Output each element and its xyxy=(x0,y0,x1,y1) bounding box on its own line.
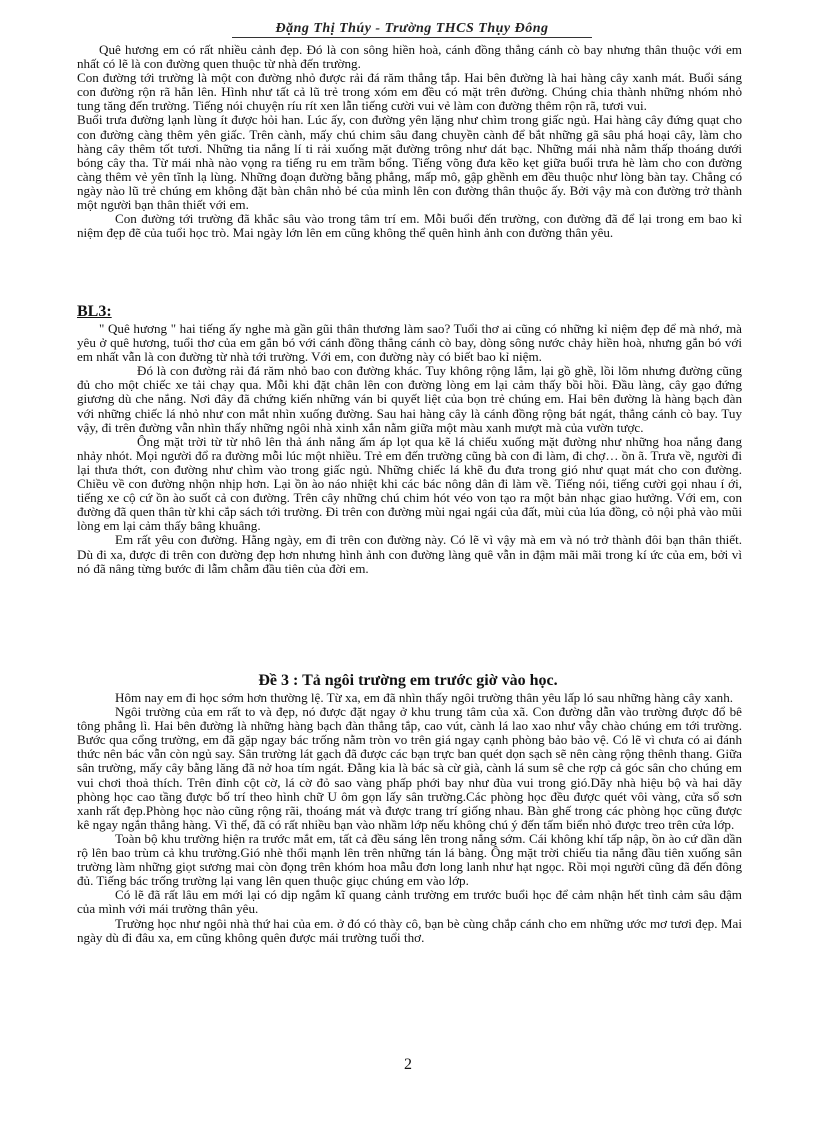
paragraph: " Quê hương " hai tiếng ấy nghe mà gần gũi thân thương làm sao? Tuổi thơ ai cũng có những kỉ niệm đẹp để mà nhớ, mà yêu ở quê hương, tuổi thơ của em gắn bó với cánh đồng thẳng cánh cò bay, dòng sông nước chảy hiền hoà, nhưng gắn bó với em nhất vẫn là con đường từ nhà tới trường. Với em, con đường này có biết bao kỉ niệm. xyxy=(77,321,742,365)
section-1 xyxy=(77,43,742,240)
paragraph: Có lẽ đã rất lâu em mới lại có dịp ngắm kĩ quang cảnh trường em trước buổi học để cảm nhận hết tình cảm sâu đậm của mình với mái trường thân yêu. xyxy=(77,887,742,917)
paragraph: Hôm nay em đi học sớm hơn thường lệ. Từ xa, em đã nhìn thấy ngôi trường thân yêu lấp ló sau những hàng cây xanh. xyxy=(115,690,734,705)
page-number: 2 xyxy=(404,1056,412,1073)
paragraph: Em rất yêu con đường. Hằng ngày, em đi trên con đường này. Có lẽ vì vậy mà em và nó trở thành đôi bạn thân thiết. Dù đi xa, được đi trên con đường đẹp hơn nhưng hình ảnh con đường làng quê vẫn in đậm mãi mãi trong kí ức của em, bởi vì nó đã nâng từng bước đi lẫm chẫm đầu tiên của đời em. xyxy=(77,532,742,576)
paragraph: Con đường tới trường là một con đường nhỏ được rải đá răm thẳng tắp. Hai bên đường là hai hàng cây xanh mát. Buổi sáng con đường rộn rã hẳn lên. Hình như tất cả lũ trẻ trong xóm em đều có mặt trên đường. Chúng chia thành những nhóm nhỏ tung tăng đến trường. Tiếng nói chuyện ríu rít xen lẫn tiếng cười vui vẻ làm con đường thêm rộn rã, tươi vui. xyxy=(77,70,742,114)
section-3 xyxy=(77,691,742,945)
paragraph: Con đường tới trường đã khắc sâu vào trong tâm trí em. Mỗi buổi đến trường, con đường đã để lại trong em bao kỉ niệm đẹp đẽ của tuổi học trò. Mai ngày lớn lên em cũng không thể quên hình ảnh con đường thân yêu. xyxy=(77,211,742,241)
paragraph: Ông mặt trời từ từ nhô lên thả ánh nắng ấm áp lọt qua kẽ lá chiếu xuống mặt đường như những hoa nắng đang nhảy nhót. Mọi người đổ ra đường mỗi lúc một nhiều. Trẻ em đến trường cũng bà con đi làm, đi chợ… ồn ã. Trưa về, người đi lại thưa thớt, con đường như chìm vào trong giấc ngủ. Những chiếc lá khẽ đu đưa trong gió như quạt mát cho con đường. Chiều về con đường nhộn nhịp hơn. Lại ồn ào náo nhiệt khi các bác nông dân đi làm về. Tiếng nói, tiếng cười gọi nhau í ới, tiếng xe cộ cứ ồn ào suốt cả con đường. Trên cây những chú chim hót véo von tạo ra một bản nhạc giao hưởng. Với em, con đường đã quen thân từ khi cắp sách tới trường. Đi trên con đường mùi ngai ngái của đất, mùi của lúa đồng, cỏ nội phả vào mũi lòng em lại cảm thấy bâng khuâng. xyxy=(77,433,742,534)
paragraph: Toàn bộ khu trường hiện ra trước mắt em, tất cả đều sáng lên trong nắng sớm. Cái không khí tấp nập, ồn ào cứ dần dần rộ lên bao trùm cả khu trường.Gió nhè thổi mạnh lên trên những tán lá bàng. Ông mặt trời chiếu tia nắng đầu tiên xuống sân trường làm những giọt sương mai còn đọng trên khóm hoa mẫu đơn long lanh như hạt ngọc. Rồi mọi người cũng đã đến đông đủ. Tiếng bác trống trường lại vang lên quen thuộc giục chúng em vào lớp. xyxy=(77,830,742,889)
paragraph: Ngôi trường của em rất to và đẹp, nó được đặt ngay ở khu trung tâm của xã. Con đường dẫn vào trường được đổ bê tông phẳng lì. Hai bên đường là những hàng bạch đàn thẳng tắp, cao vút, cành lá lao xao như vẫy chào chúng em tới trường. Bước qua cổng trường, em đã gặp ngay bác trống nằm tròn vo trên giá ngay cạnh phòng bảo bảo vệ. Có lẽ vì chưa có ai đánh thức nên bác vẫn còn ngủ say. Sân trường lát gạch đã được các bạn trực ban quét dọn sạch sẽ nên càng rộng thênh thang. Giữa sân trường, mấy cây bằng lăng đã nở hoa tím ngát. Đằng kia là bác sà cừ già, cành lá sum sê che rợp cả góc sân cho chúng em vui chơi thoả thích. Trên đỉnh cột cờ, lá cờ đỏ sao vàng phấp phới bay như đùa vui trong gió.Dãy nhà hiệu bộ và hai dãy phòng học cao tầng được bố trí theo hình chữ U ôm gọn lấy sân trường.Các phòng học đều được quét vôi vàng, cửa sổ sơn xanh rất đẹp.Phòng học nào cũng rộng rãi, thoáng mát và được trang trí giống nhau. Bàn ghế trong các phòng học cũng được kê ngay ngắn thẳng hàng. Vì thế, đã có rất nhiều bạn vào nhầm lớp nếu không chú ý đến tấm biển nhỏ được treo trên cửa lớp. xyxy=(77,704,742,832)
paragraph: Buổi trưa đường lạnh lùng ít được hỏi han. Lúc ấy, con đường yên lặng như chìm trong giấc ngủ. Hai hàng cây đứng quạt cho con đường càng thêm yên giấc. Trên cành, mấy chú chim sâu đang chuyền cành để bắt những gã sâu phá hoại cây, làm cho hàng cây thêm tốt tươi. Những tia nắng lí ti rải xuống mặt đường trông như dát bạc. Những mái nhà nằm thấp thoáng dưới bóng cây tha. Từ mái nhà nào vọng ra tiếng ru em trầm bổng. Tiếng võng đưa kẽo kẹt giữa buổi trưa hè làm cho con đường càng thêm vẻ yên tĩnh lạ lùng. Những đoạn đường bằng phẳng, mấp mô, gập ghềnh em đều thuộc như lòng bàn tay. Chẳng có ngày nào lũ trẻ chúng em không đặt bàn chân nhỏ bé của mình lên con đường thân thuộc ấy. Bởi vậy mà con đường trở thành một người bạn thân thiết với em. xyxy=(77,112,742,213)
section-heading-de3: Đề 3 : Tả ngôi trường em trước giờ vào học. xyxy=(258,672,558,689)
page-header: Đặng Thị Thúy - Trường THCS Thụy Đông xyxy=(232,22,592,38)
section-heading-bl3: BL3: xyxy=(77,303,112,320)
paragraph: Quê hương em có rất nhiều cảnh đẹp. Đó là con sông hiền hoà, cánh đồng thẳng cánh cò bay nhưng thân thuộc với em nhất có lẽ là con đường quen thuộc từ nhà đến trường. xyxy=(77,42,742,72)
paragraph: Đó là con đường rải đá răm nhỏ bao con đường khác. Tuy không rộng lắm, lại gồ ghề, lồi lõm nhưng đường cũng đủ cho một chiếc xe tải chạy qua. Mỗi khi đặt chân lên con đường lòng em lại cảm thấy bồi hồi. Đầu làng, cây gạo đứng giương dù che nắng. Nơi đây đã chứng kiến những ván bi quyết liệt của bọn trẻ chúng em. Hai bên đường là hàng bạch đàn với những chiếc lá nhỏ như con mắt nhìn xuống đường. Sau hai hàng cây là cánh đồng rộng bát ngát, thẳng cánh cò bay. Tuy vậy, đi trên đường vẫn nhìn thấy những ngôi nhà xinh xắn nằm giữa một màu xanh mượt mà của vườn tược. xyxy=(77,363,742,435)
paragraph: Trường học như ngôi nhà thứ hai của em. ở đó có thày cô, bạn bè cùng chắp cánh cho em những ước mơ tươi đẹp. Mai ngày dù đi đâu xa, em cũng không quên được mái trường tuổi thơ. xyxy=(77,915,742,945)
section-2 xyxy=(77,322,742,576)
